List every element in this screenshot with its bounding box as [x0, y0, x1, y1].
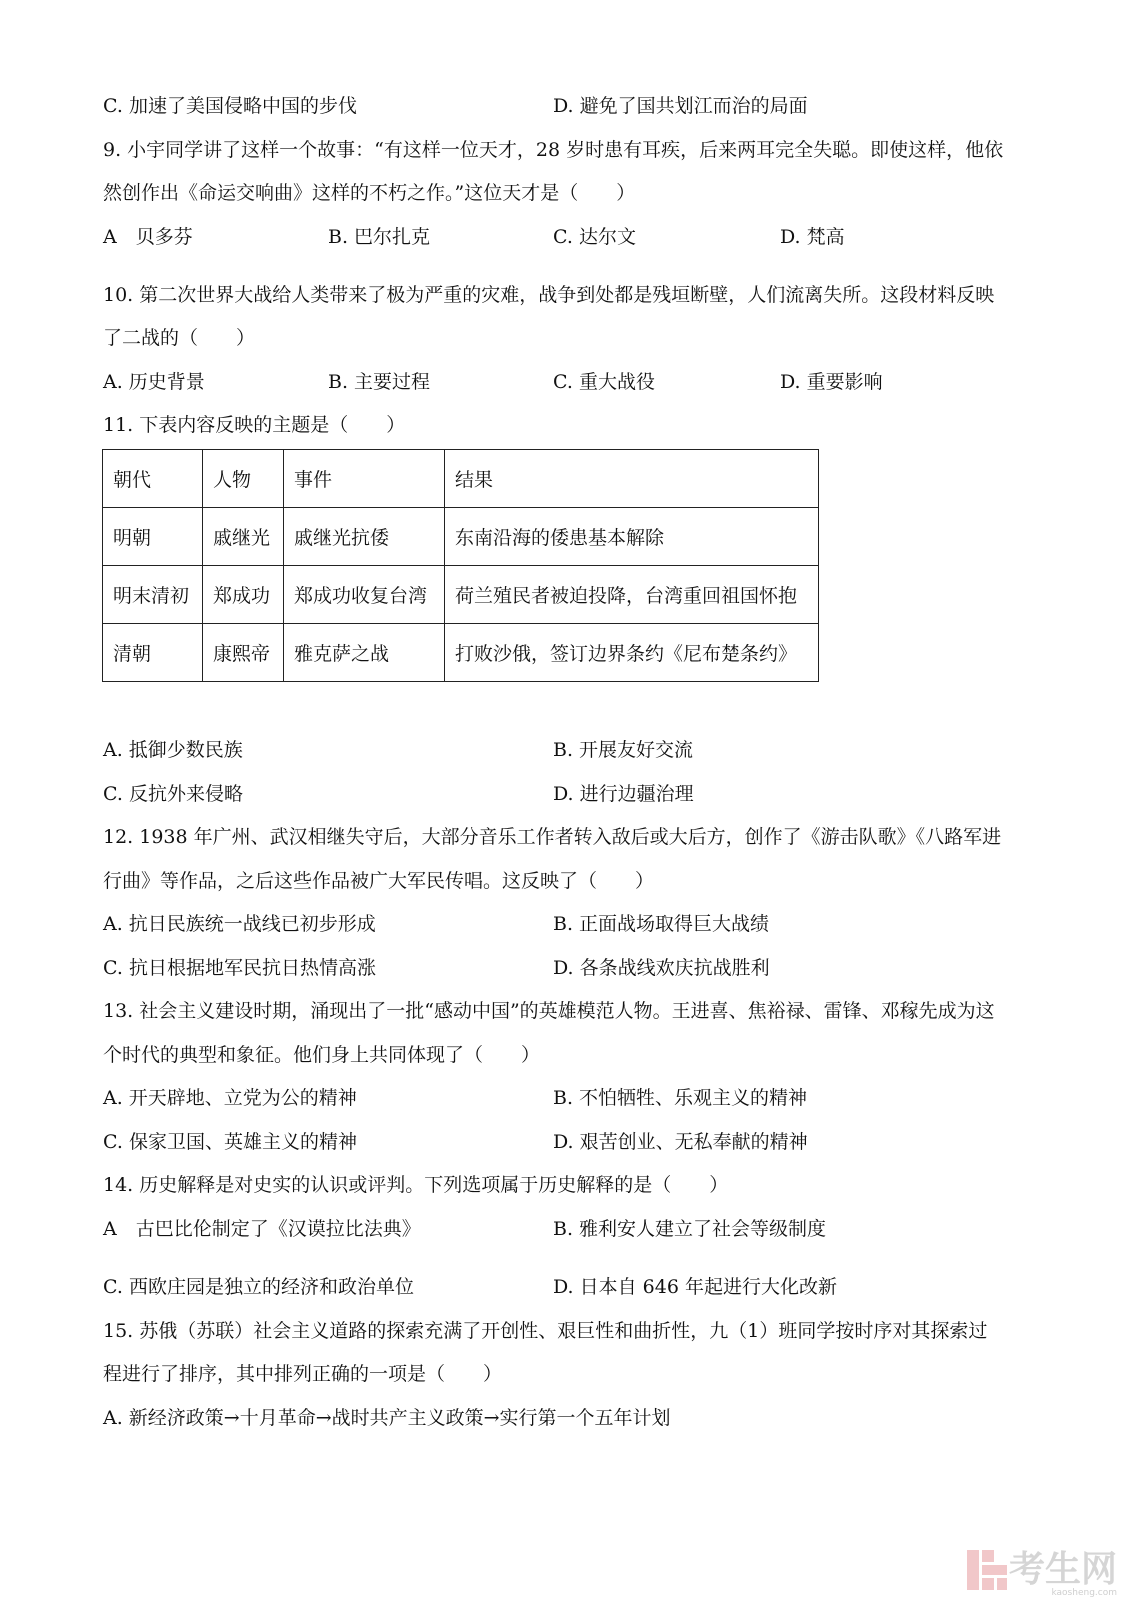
- q10-option-a: A. 历史背景: [103, 371, 205, 393]
- q10-option-b: B. 主要过程: [328, 371, 431, 393]
- q12-stem-line1: 12. 1938 年广州、武汉相继失守后，大部分音乐工作者转入敌后或大后方，创作了《游击队歌》《八路军进: [103, 826, 1002, 848]
- table-header-cell: 事件: [284, 450, 445, 508]
- table-header-cell: 朝代: [103, 450, 203, 508]
- q12-option-b: B. 正面战场取得巨大战绩: [553, 913, 770, 935]
- q9-option-d: D. 梵高: [780, 226, 845, 248]
- q9-stem-line1: 9. 小宇同学讲了这样一个故事：“有这样一位天才，28 岁时患有耳疾，后来两耳完全失聪。即使这样，他依: [103, 139, 1004, 161]
- watermark-icon: [965, 1548, 1009, 1592]
- table-header-cell: 人物: [203, 450, 284, 508]
- watermark-logo: [965, 1548, 1117, 1598]
- q14-stem: 14. 历史解释是对史实的认识或评判。下列选项属于历史解释的是（ ）: [103, 1174, 729, 1196]
- table-cell: 清朝: [103, 624, 203, 682]
- table-cell: 郑成功: [203, 566, 284, 624]
- q8-option-d: D. 避免了国共划江而治的局面: [553, 95, 808, 117]
- q9-option-b: B. 巴尔扎克: [328, 226, 431, 248]
- q10-stem-line1: 10. 第二次世界大战给人类带来了极为严重的灾难，战争到处都是残垣断壁，人们流离失所。这段材料反映: [103, 284, 995, 306]
- q11-stem: 11. 下表内容反映的主题是（ ）: [103, 414, 406, 436]
- table-cell: 东南沿海的倭患基本解除: [445, 508, 819, 566]
- table-cell: 荷兰殖民者被迫投降，台湾重回祖国怀抱: [445, 566, 819, 624]
- q12-option-c: C. 抗日根据地军民抗日热情高涨: [103, 957, 376, 979]
- q13-option-b: B. 不怕牺牲、乐观主义的精神: [553, 1087, 808, 1109]
- table-cell: 打败沙俄，签订边界条约《尼布楚条约》: [445, 624, 819, 682]
- table-cell: 康熙帝: [203, 624, 284, 682]
- watermark-text: 考生网: [1008, 1549, 1117, 1590]
- q11-option-d: D. 进行边疆治理: [553, 783, 694, 805]
- q15-stem-line1: 15. 苏俄（苏联）社会主义道路的探索充满了开创性、艰巨性和曲折性，九（1）班同学按时序对其探索过: [103, 1320, 988, 1342]
- q12-stem-line2: 行曲》等作品，之后这些作品被广大军民传唱。这反映了（ ）: [103, 870, 655, 892]
- q11-option-a: A. 抵御少数民族: [103, 739, 243, 761]
- table-cell: 郑成功收复台湾: [284, 566, 445, 624]
- table-cell: 雅克萨之战: [284, 624, 445, 682]
- q10-stem-line2: 了二战的（ ）: [103, 327, 256, 349]
- q15-option-a: A. 新经济政策→十月革命→战时共产主义政策→实行第一个五年计划: [103, 1407, 671, 1429]
- q15-stem-line2: 程进行了排序，其中排列正确的一项是（ ）: [103, 1363, 503, 1385]
- q14-option-a: A 古巴比伦制定了《汉谟拉比法典》: [103, 1218, 421, 1240]
- q9-option-c: C. 达尔文: [553, 226, 636, 248]
- q9-stem-line2: 然创作出《命运交响曲》这样的不朽之作。”这位天才是（ ）: [103, 182, 636, 204]
- q8-option-c: C. 加速了美国侵略中国的步伐: [103, 95, 357, 117]
- q13-option-c: C. 保家卫国、英雄主义的精神: [103, 1131, 357, 1153]
- q14-option-d: D. 日本自 646 年起进行大化改新: [553, 1276, 837, 1298]
- table-row: [103, 508, 819, 566]
- q11-option-c: C. 反抗外来侵略: [103, 783, 243, 805]
- table-cell: 戚继光: [203, 508, 284, 566]
- q13-option-d: D. 艰苦创业、无私奉献的精神: [553, 1131, 808, 1153]
- q13-option-a: A. 开天辟地、立党为公的精神: [103, 1087, 357, 1109]
- table-cell: 明朝: [103, 508, 203, 566]
- table-row: [103, 624, 819, 682]
- watermark-subtext: kaosheng.com: [1051, 1588, 1117, 1598]
- table-header-cell: 结果: [445, 450, 819, 508]
- q14-option-c: C. 西欧庄园是独立的经济和政治单位: [103, 1276, 414, 1298]
- table-cell: 明末清初: [103, 566, 203, 624]
- q12-option-d: D. 各条战线欢庆抗战胜利: [553, 957, 770, 979]
- table-row: [103, 566, 819, 624]
- q9-option-a: A 贝多芬: [103, 226, 193, 248]
- history-table: [102, 449, 819, 682]
- q13-stem-line1: 13. 社会主义建设时期，涌现出了一批“感动中国”的英雄模范人物。王进喜、焦裕禄、雷锋、邓稼先成为这: [103, 1000, 995, 1022]
- table-header-row: [103, 450, 819, 508]
- q10-option-d: D. 重要影响: [780, 371, 883, 393]
- table-cell: 戚继光抗倭: [284, 508, 445, 566]
- q11-option-b: B. 开展友好交流: [553, 739, 694, 761]
- q14-option-b: B. 雅利安人建立了社会等级制度: [553, 1218, 827, 1240]
- q10-option-c: C. 重大战役: [553, 371, 655, 393]
- q12-option-a: A. 抗日民族统一战线已初步形成: [103, 913, 376, 935]
- q13-stem-line2: 个时代的典型和象征。他们身上共同体现了（ ）: [103, 1044, 541, 1066]
